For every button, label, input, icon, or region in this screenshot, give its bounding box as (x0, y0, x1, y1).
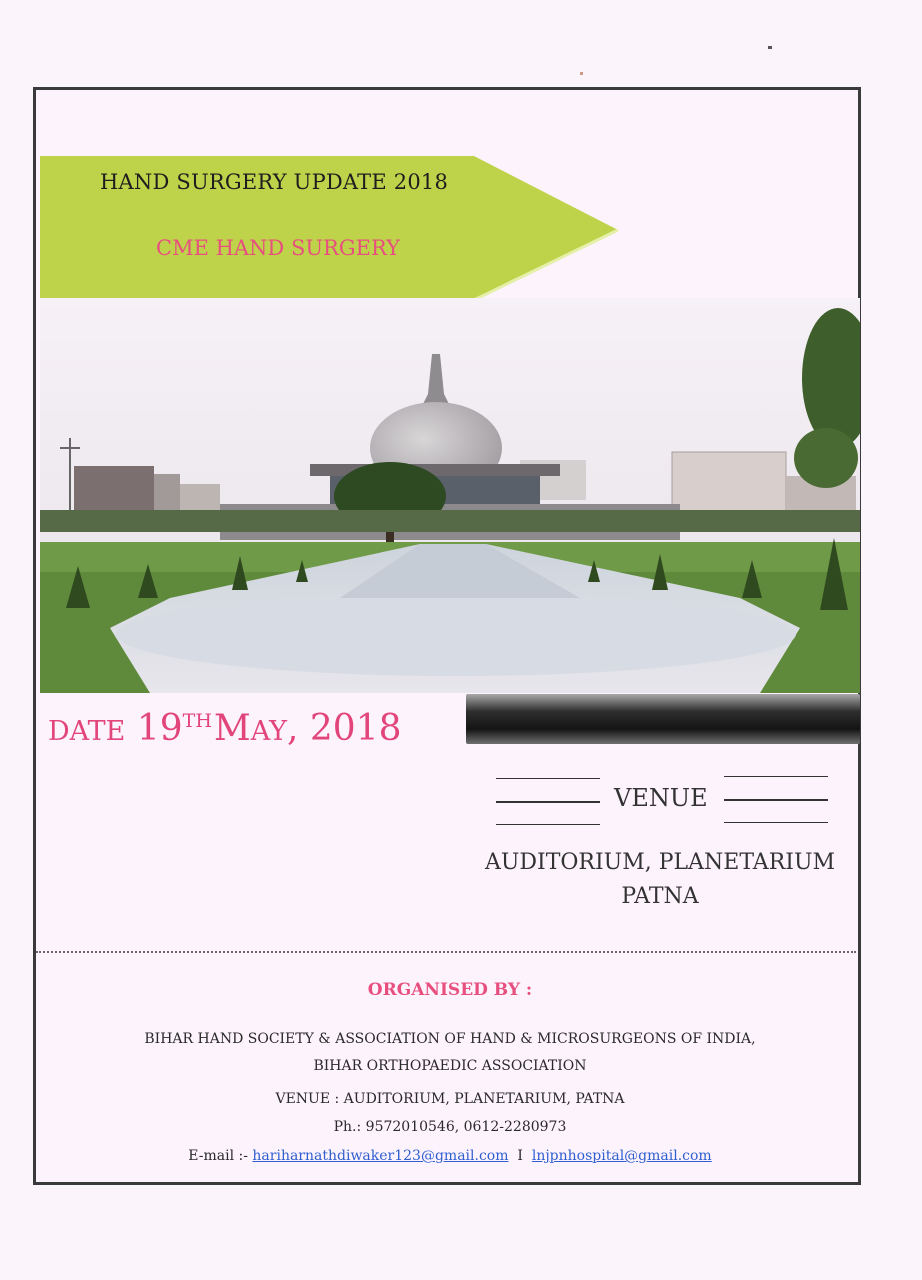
venue-rule (496, 801, 600, 803)
scan-speck (580, 72, 583, 75)
date-day: 19 (136, 708, 183, 749)
event-date (48, 708, 402, 749)
email-label: E-mail :- (188, 1148, 248, 1164)
venue-place-line2: PATNA (621, 884, 699, 909)
organised-by-heading: ORGANISED BY : (367, 980, 533, 1000)
dotted-separator (36, 951, 856, 953)
venue-rule (496, 778, 600, 779)
email-line (0, 1148, 900, 1164)
email-separator: I (517, 1148, 523, 1164)
stupa-park-photo (40, 298, 860, 693)
date-day-suffix: TH (182, 710, 212, 732)
scan-speck (768, 46, 772, 49)
organiser-line-1: BIHAR HAND SOCIETY & ASSOCIATION OF HAND & MICROSURGEONS OF INDIA, (144, 1031, 756, 1047)
date-month-rest: AY (250, 716, 288, 747)
email-link-2[interactable]: lnjpnhospital@gmail.com (531, 1148, 712, 1164)
venue-rule (724, 776, 828, 777)
venue-rule (496, 824, 600, 825)
organiser-venue: VENUE : AUDITORIUM, PLANETARIUM, PATNA (275, 1091, 625, 1107)
email-link-1[interactable]: hariharnathdiwaker123@gmail.com (252, 1148, 509, 1164)
venue-place (440, 846, 880, 914)
date-month-initial: M (213, 708, 251, 749)
venue-label: VENUE (614, 784, 708, 812)
decorative-dark-bar (466, 694, 860, 744)
venue-rule (724, 822, 828, 823)
organiser-line-2: BIHAR ORTHOPAEDIC ASSOCIATION (313, 1058, 587, 1074)
event-subtitle: CME HAND SURGERY (156, 236, 400, 260)
venue-rule (724, 799, 828, 801)
date-year: , 2018 (287, 708, 402, 749)
venue-place-line1: AUDITORIUM, PLANETARIUM (484, 850, 836, 875)
event-title: HAND SURGERY UPDATE 2018 (100, 170, 449, 194)
organiser-phone: Ph.: 9572010546, 0612-2280973 (333, 1119, 567, 1135)
date-prefix: DATE (48, 716, 126, 747)
